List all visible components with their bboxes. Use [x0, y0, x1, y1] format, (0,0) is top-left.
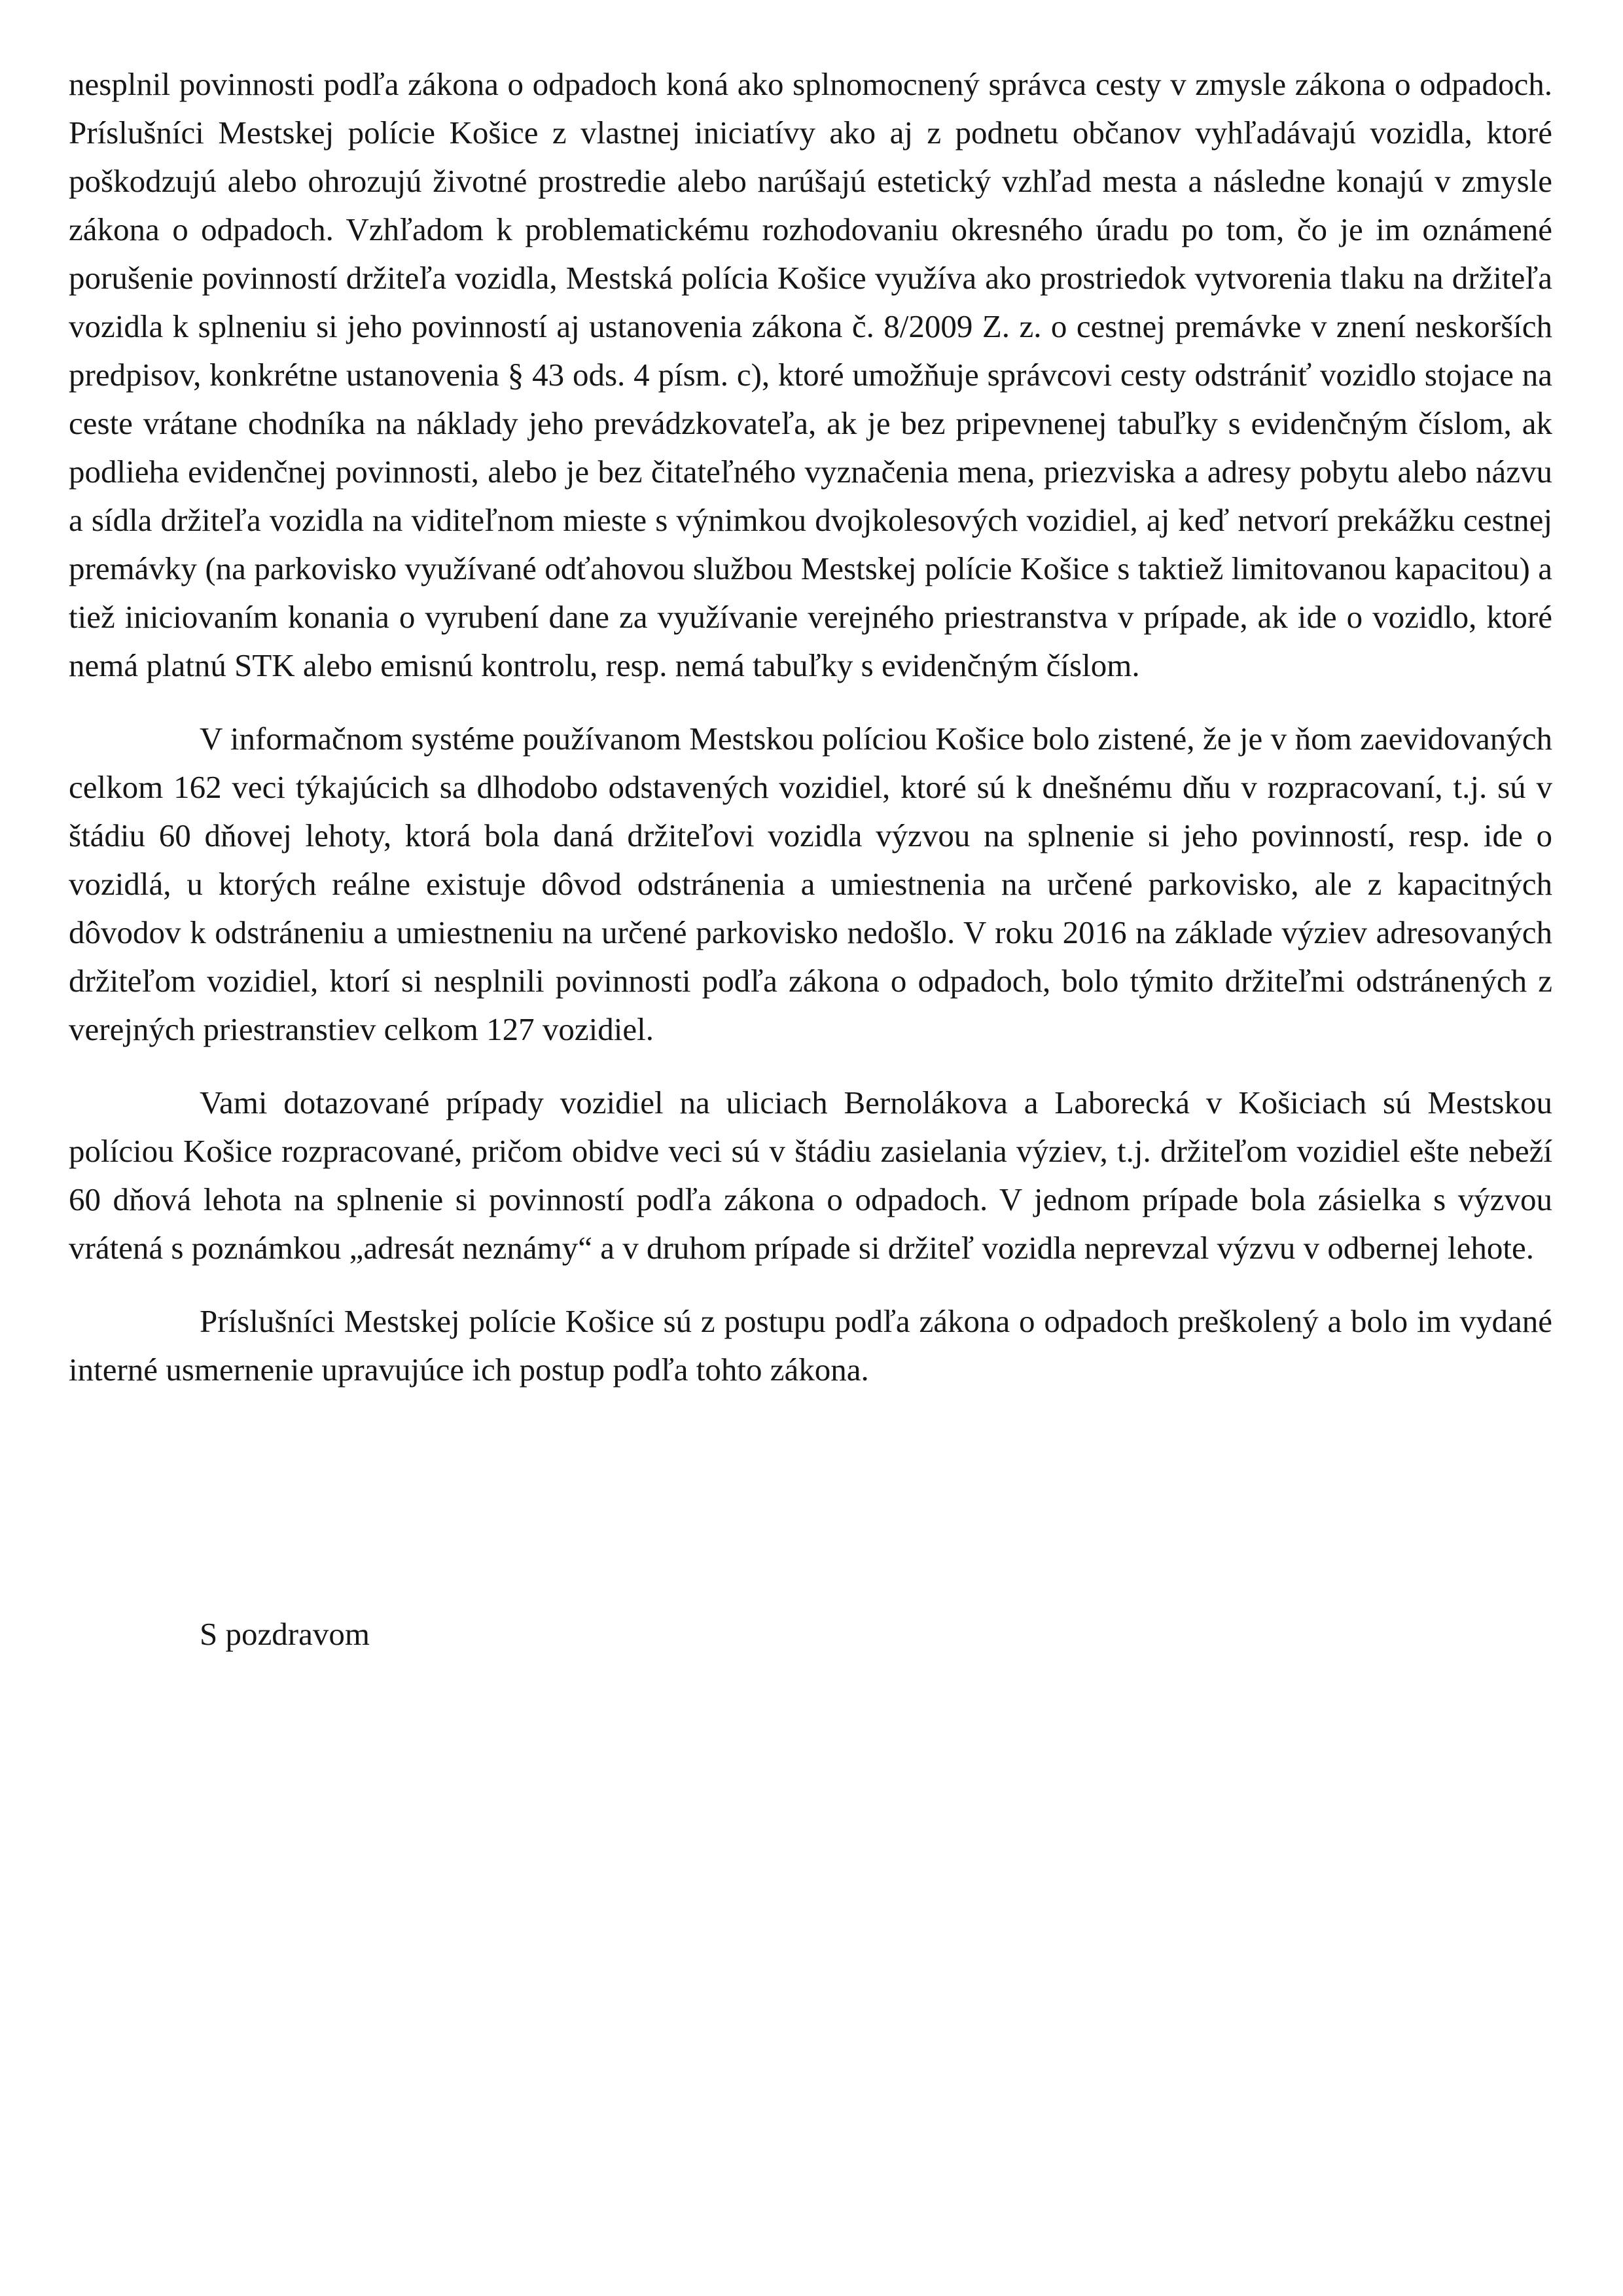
body-paragraph-1: nesplnil povinnosti podľa zákona o odpadoch koná ako splnomocnený správca cesty v zmysle zákona o odpadoch. Príslušníci Mestskej polície Košice z vlastnej iniciatívy ako aj z podnetu občanov vyhľadávajú vozidla, ktoré poškodzujú alebo ohrozujú životné prostredie alebo narúšajú estetický vzhľad mesta a následne konajú v zmysle zákona o odpadoch. Vzhľadom k problematickému rozhodovaniu okresného úradu po tom, čo je im oznámené porušenie povinností držiteľa vozidla, Mestská polícia Košice využíva ako prostriedok vytvorenia tlaku na držiteľa vozidla k splneniu si jeho povinností aj ustanovenia zákona č. 8/2009 Z. z. o cestnej premávke v znení neskorších predpisov, konkrétne ustanovenia § 43 ods. 4 písm. c), ktoré umožňuje správcovi cesty odstrániť vozidlo stojace na ceste vrátane chodníka na náklady jeho prevádzkovateľa, ak je bez pripevnenej tabuľky s evidenčným číslom, ak podlieha evidenčnej povinnosti, alebo je bez čitateľného vyznačenia mena, priezviska a adresy pobytu alebo názvu a sídla držiteľa vozidla na viditeľnom mieste s výnimkou dvojkolesových vozidiel, aj keď netvorí prekážku cestnej premávky (na parkovisko využívané odťahovou službou Mestskej polície Košice s taktiež limitovanou kapacitou) a tiež iniciovaním konania o vyrubení dane za využívanie verejného priestranstva v prípade, ak ide o vozidlo, ktoré nemá platnú STK alebo emisnú kontrolu, resp. nemá tabuľky s evidenčným číslom. — [69, 66, 1552, 683]
body-paragraph-2: V informačnom systéme používanom Mestskou políciou Košice bolo zistené, že je v ňom zaevidovaných celkom 162 veci týkajúcich sa dlhodobo odstavených vozidiel, ktoré sú k dnešnému dňu v rozpracovaní, t.j. sú v štádiu 60 dňovej lehoty, ktorá bola daná držiteľovi vozidla výzvou na splnenie si jeho povinností, resp. ide o vozidlá, u ktorých reálne existuje dôvod odstránenia a umiestnenia na určené parkovisko, ale z kapacitných dôvodov k odstráneniu a umiestneniu na určené parkovisko nedošlo. V roku 2016 na základe výziev adresovaných držiteľom vozidiel, ktorí si nesplnili povinnosti podľa zákona o odpadoch, bolo týmito držiteľmi odstránených z verejných priestranstiev celkom 127 vozidiel. — [69, 721, 1552, 1047]
body-paragraph-3: Vami dotazované prípady vozidiel na uliciach Bernolákova a Laborecká v Košiciach sú Mestskou políciou Košice rozpracované, pričom obidve veci sú v štádiu zasielania výziev, t.j. držiteľom vozidiel ešte nebeží 60 dňová lehota na splnenie si povinností podľa zákona o odpadoch. V jednom prípade bola zásielka s výzvou vrátená s poznámkou „adresát neznámy“ a v druhom prípade si držiteľ vozidla neprevzal výzvu v odbernej lehote. — [69, 1085, 1552, 1266]
letter-body — [69, 60, 1552, 1659]
closing-salutation: S pozdravom — [200, 1616, 370, 1652]
body-paragraph-4: Príslušníci Mestskej polície Košice sú z postupu podľa zákona o odpadoch preškolený a bolo im vydané interné usmernenie upravujúce ich postup podľa tohto zákona. — [69, 1303, 1552, 1388]
